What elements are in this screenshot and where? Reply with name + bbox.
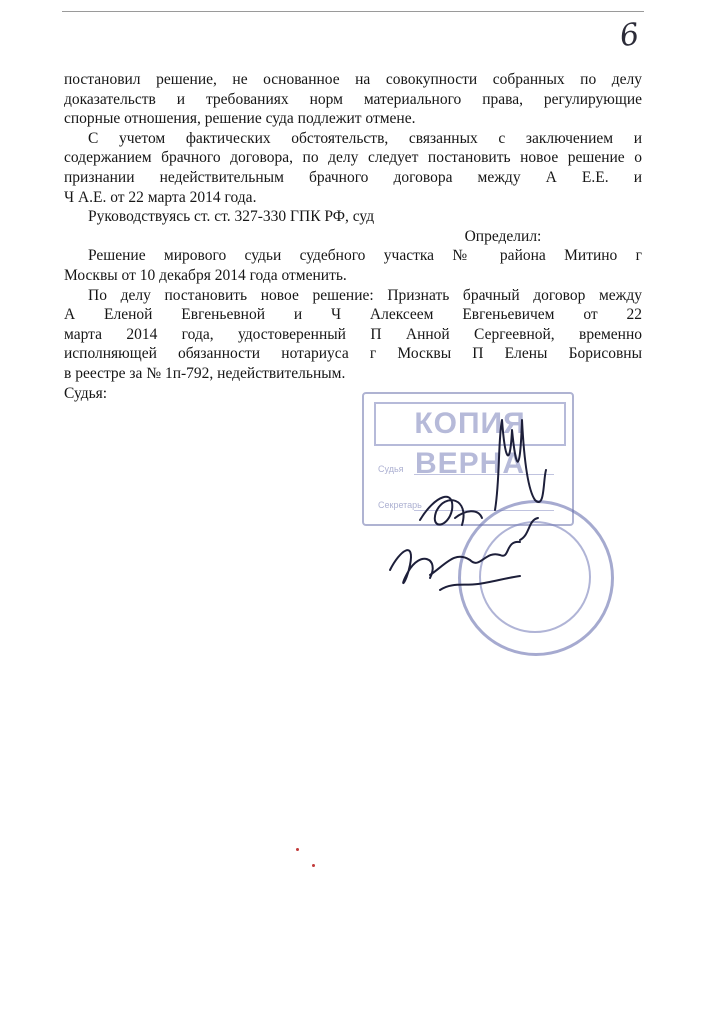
- text-line: исполняющей обязанности нотариуса г Москвы П Елены Борисовны: [64, 345, 642, 363]
- text-line: Ч А.Е. от 22 марта 2014 года.: [64, 188, 257, 206]
- text-line: По делу постановить новое решение: Признать брачный договор между: [88, 286, 642, 304]
- paragraph-4: [64, 246, 642, 285]
- text-line: марта 2014 года, удостоверенный П Анной Сергеевной, временно: [64, 325, 642, 343]
- text-line: постановил решение, не основанное на совокупности собранных по делу: [64, 71, 642, 88]
- text-line: признании недействительным брачного договора между А Е.Е. и: [64, 168, 642, 186]
- paragraph-1: [64, 70, 642, 129]
- handwritten-signature: [360, 400, 660, 640]
- page-number: 6: [617, 16, 642, 55]
- paragraph-3: [64, 207, 642, 227]
- stamp-title: КОПИЯ ВЕРНА: [374, 402, 566, 446]
- text-line: в реестре за № 1п-792, недействительным.: [64, 364, 346, 382]
- stamp-field-judge: Судья: [378, 464, 404, 474]
- top-border-line: [62, 11, 644, 12]
- text-line: доказательств и требованиях норм материального права, регулирующие: [64, 90, 642, 108]
- stamp-field-secretary: Секретарь: [378, 500, 422, 510]
- text-line: Решение мирового судьи судебного участка № района Митино г: [88, 247, 642, 265]
- ink-speck: [296, 848, 299, 851]
- judge-label: Судья:: [64, 384, 108, 402]
- section-heading: Определил:: [464, 227, 542, 245]
- text-line: А Еленой Евгеньевной и Ч Алексеем Евгеньевичем от 22: [64, 306, 642, 324]
- document-body: [64, 70, 642, 403]
- ink-speck: [312, 864, 315, 867]
- text-line: Москвы от 10 декабря 2014 года отменить.: [64, 266, 347, 284]
- paragraph-2: [64, 129, 642, 207]
- paragraph-5: [64, 286, 642, 384]
- text-line: содержанием брачного договора, по делу следует постановить новое решение о: [64, 149, 642, 167]
- text-line: спорные отношения, решение суда подлежит отмене.: [64, 110, 416, 128]
- text-line: С учетом фактических обстоятельств, связанных с заключением и: [88, 129, 642, 147]
- text-line: Руководствуясь ст. ст. 327-330 ГПК РФ, суд: [88, 208, 375, 226]
